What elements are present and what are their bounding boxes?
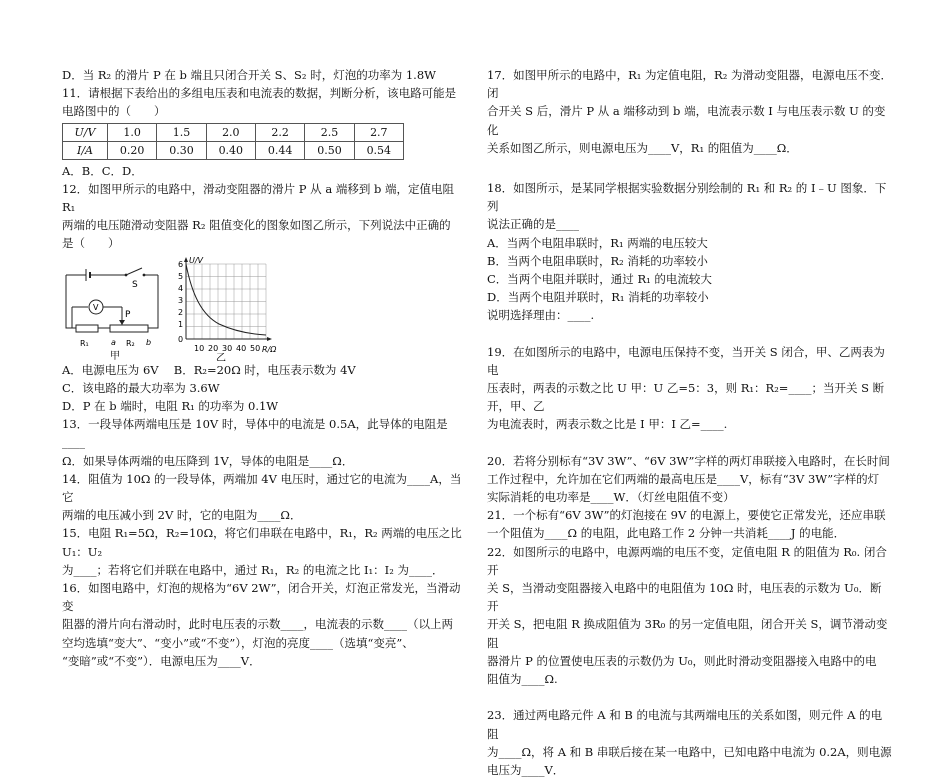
q12-option-d: D．P 在 b 端时，电阻 R₁ 的功率为 0.1W xyxy=(62,399,279,414)
table-cell: 0.40 xyxy=(206,141,255,159)
circuit-diagram-jia xyxy=(62,255,172,361)
circuit-label-r2: R₂ xyxy=(126,338,135,348)
q13-text-1: 13．一段导体两端电压是 10V 时，导体中的电流是 0.5A，此导体的电阻是____ xyxy=(62,417,448,450)
q21-text-1: 21．一个标有“6V 3W”的灯泡接在 9V 的电源上，要使它正常发光，还应串联 xyxy=(487,508,886,523)
q18-text-2: 说法正确的是____ xyxy=(487,217,579,232)
graph-ytick: 3 xyxy=(178,295,184,305)
q20-text-3: 实际消耗的电功率是____W．（灯丝电阻值不变） xyxy=(487,490,735,505)
table-cell: 1.0 xyxy=(108,123,157,141)
q15-text-2: 为____；若将它们并联在电路中，通过 R₁，R₂ 的电流之比 I₁：I₂ 为____． xyxy=(62,562,444,577)
q16-text-1: 16．如图电路中，灯泡的规格为“6V 2W”，闭合开关，灯泡正常发光，当滑动变 xyxy=(62,581,461,614)
circuit-label-r1: R₁ xyxy=(80,338,89,348)
graph-xtick: 30 xyxy=(222,343,233,353)
q12-text-1: 12．如图甲所示的电路中，滑动变阻器的滑片 P 从 a 端移到 b 端，定值电阻 R₁ xyxy=(62,181,455,215)
q12-text-2: 两端的电压随滑动变阻器 R₂ 阻值变化的图象如图乙所示，下列说法中正确的 xyxy=(62,218,451,233)
graph-xlabel: R/Ω xyxy=(262,344,277,354)
table-row xyxy=(63,141,404,159)
q22-text-5: 阻值为____Ω. xyxy=(487,672,558,687)
figure-caption-yi: 乙 xyxy=(216,352,226,361)
figure-caption-jia: 甲 xyxy=(110,350,120,361)
table-cell: 0.44 xyxy=(255,141,304,159)
q10-option-d: D．当 R₂ 的滑片 P 在 b 端且只闭合开关 S、S₂ 时，灯泡的功率为 1.8W xyxy=(62,68,436,82)
q11-data-table xyxy=(62,123,404,160)
q12-option-c: C．该电路的最大功率为 3.6W xyxy=(62,380,220,395)
q19-text-2: 压表时，两表的示数之比 U 甲：U 乙=5：3，则 R₁：R₂=____；当开关 S 断开，甲、乙 xyxy=(487,381,885,414)
table-cell: 0.50 xyxy=(305,141,354,159)
graph-xtick: 10 xyxy=(194,343,205,353)
q18-reason: 说明选择理由：____. xyxy=(487,308,595,323)
q13-text-2: Ω．如果导体两端的电压降到 1V，导体的电阻是____Ω． xyxy=(62,453,354,468)
q14-text-2: 两端的电压减小到 2V 时，它的电阻为____Ω． xyxy=(62,508,302,523)
table-row xyxy=(63,123,404,141)
graph-ytick: 4 xyxy=(178,283,184,293)
q18-option-b: B．当两个电阻串联时，R₂ 消耗的功率较小 xyxy=(487,253,708,268)
circuit-label-s: S xyxy=(132,279,138,290)
circuit-label-a: a xyxy=(111,337,116,347)
table-cell: 2.2 xyxy=(255,123,304,141)
right-column xyxy=(487,66,892,779)
q23-text-2: 为____Ω，将 A 和 B 串联后接在某一电路中，已知电路中电流为 0.2A，则电源 xyxy=(487,744,892,759)
circuit-label-v: V xyxy=(93,302,99,312)
q16-text-4: “变暗”或“不变”）．电源电压为____V． xyxy=(62,653,261,668)
graph-ytick: 5 xyxy=(178,271,184,281)
q17-text-1: 17．如图甲所示的电路中，R₁ 为定值电阻，R₂ 为滑动变阻器，电源电压不变．闭 xyxy=(487,68,892,101)
q18-text-1: 18．如图所示，是某同学根据实验数据分别绘制的 R₁ 和 R₂ 的 I﹣U 图象．下列 xyxy=(487,181,887,214)
table-cell: 2.5 xyxy=(305,123,354,141)
q11-text-2: 电路图中的（ ） xyxy=(62,104,166,119)
q14-text-1: 14．阻值为 10Ω 的一段导体，两端加 4V 电压时，通过它的电流为____A，当它 xyxy=(62,471,462,505)
graph-ytick: 2 xyxy=(178,307,184,317)
q19-text-3: 为电流表时，两表示数之比是 I 甲：I 乙=____. xyxy=(487,417,728,432)
circuit-label-b: b xyxy=(146,337,152,347)
q21-text-2: 一个阻值为____Ω 的电阻，此电路工作 2 分钟一共消耗____J 的电能． xyxy=(487,526,846,541)
q15-text-1: 15．电阻 R₁=5Ω，R₂=10Ω，将它们串联在电路中，R₁，R₂ 两端的电压之比 U₁：U₂ xyxy=(62,526,462,559)
circuit-label-p: P xyxy=(125,309,131,320)
q18-option-a: A．当两个电阻串联时，R₁ 两端的电压较大 xyxy=(487,235,708,250)
table-cell: 1.5 xyxy=(157,123,206,141)
q20-text-2: 工作过程中，允许加在它们两端的最高电压是____V，标有“3V 3W”字样的灯 xyxy=(487,471,880,486)
graph-ytick: 0 xyxy=(178,334,184,344)
table-header-i: I/A xyxy=(63,141,108,159)
q22-text-4: 器滑片 P 的位置使电压表的示数仍为 U₀，则此时滑动变阻器接入电路中的电 xyxy=(487,653,877,668)
graph-ytick: 1 xyxy=(178,319,184,329)
q22-text-2: 关 S，当滑动变阻器接入电路中的电阻值为 10Ω 时，电压表的示数为 U₀．断开 xyxy=(487,581,882,614)
q12-figures xyxy=(62,255,464,361)
table-cell: 2.0 xyxy=(206,123,255,141)
graph-yi xyxy=(174,255,284,361)
table-cell: 0.20 xyxy=(108,141,157,159)
graph-xtick: 20 xyxy=(208,343,219,353)
q18-option-c: C．当两个电阻并联时，通过 R₁ 的电流较大 xyxy=(487,272,712,287)
graph-ylabel: U/V xyxy=(189,255,204,265)
q22-text-3: 开关 S，把电阻 R 换成阻值为 3R₀ 的另一定值电阻，闭合开关 S，调节滑动变阻 xyxy=(487,617,888,650)
q18-option-d: D．当两个电阻并联时，R₁ 消耗的功率较小 xyxy=(487,290,709,305)
graph-xtick: 40 xyxy=(236,343,247,353)
q23-text-1: 23．通过两电路元件 A 和 B 的电流与其两端电压的关系如图，则元件 A 的电阻 xyxy=(487,708,883,741)
q11-options: A．B．C．D． xyxy=(62,163,143,178)
q12-text-3: 是（ ） xyxy=(62,236,120,251)
q20-text-1: 20．若将分别标有“3V 3W”、“6V 3W”字样的两灯串联接入电路时，在长时间 xyxy=(487,453,890,468)
q22-text-1: 22．如图所示的电路中，电源两端的电压不变，定值电阻 R 的阻值为 R₀. 闭合开 xyxy=(487,544,887,577)
table-cell: 0.54 xyxy=(354,141,403,159)
q17-text-2: 合开关 S 后，滑片 P 从 a 端移动到 b 端，电流表示数 I 与电压表示数 U 的变化 xyxy=(487,104,886,137)
table-cell: 2.7 xyxy=(354,123,403,141)
q23-text-3: 电压为____V． xyxy=(487,762,565,777)
q17-text-3: 关系如图乙所示，则电源电压为____V，R₁ 的阻值为____Ω． xyxy=(487,140,798,155)
q16-text-2: 阻器的滑片向右滑动时，此时电压表的示数____，电流表的示数____（以上两 xyxy=(62,617,453,632)
table-header-u: U/V xyxy=(63,123,108,141)
q11-text-1: 11．请根据下表给出的多组电压表和电流表的数据，判断分析，该电路可能是 xyxy=(62,86,457,101)
left-column xyxy=(62,66,464,670)
q16-text-3: 空均选填“变大”、“变小”或“不变”），灯泡的亮度____（选填“变亮”、 xyxy=(62,635,414,650)
graph-ytick: 6 xyxy=(178,259,184,269)
graph-xtick: 50 xyxy=(250,343,261,353)
q12-options-ab: A．电源电压为 6V B．R₂=20Ω 时，电压表示数为 4V xyxy=(62,362,356,377)
q19-text-1: 19．在如图所示的电路中，电源电压保持不变，当开关 S 闭合，甲、乙两表为电 xyxy=(487,344,885,377)
table-cell: 0.30 xyxy=(157,141,206,159)
